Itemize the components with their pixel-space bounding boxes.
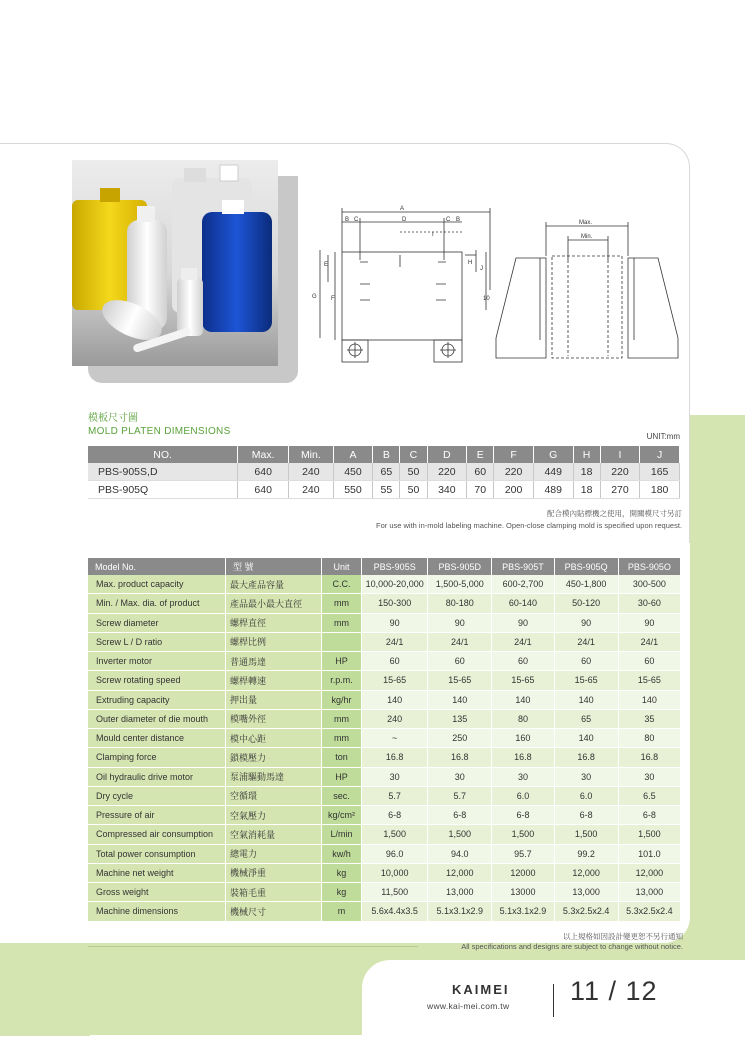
mold-header-cell: Min. xyxy=(289,446,334,463)
spec-value: 6-8 xyxy=(492,806,554,825)
mold-cell: 50 xyxy=(400,481,427,499)
spec-value: 6-8 xyxy=(618,806,680,825)
spec-value: 30 xyxy=(362,767,428,786)
mold-note-zh: 配合模內貼標機之使用，開關模尺寸另訂 xyxy=(547,509,682,518)
spec-value: 5.3x2.5x2.4 xyxy=(618,902,680,921)
mold-table-header xyxy=(88,446,680,463)
spec-value: 24/1 xyxy=(362,632,428,651)
spec-value: 600-2,700 xyxy=(492,575,554,594)
spec-unit: r.p.m. xyxy=(321,671,361,690)
svg-text:I: I xyxy=(432,232,434,238)
spec-unit: mm xyxy=(321,729,361,748)
spec-label-zh: 螺桿比例 xyxy=(225,632,321,651)
mold-header-cell: NO. xyxy=(88,446,238,463)
mold-header-cell: H xyxy=(573,446,600,463)
spec-value: 101.0 xyxy=(618,844,680,863)
spec-table-header xyxy=(88,558,681,575)
mold-cell: 18 xyxy=(573,463,600,481)
spec-value: 6-8 xyxy=(362,806,428,825)
spec-label-en: Mould center distance xyxy=(88,729,225,748)
mold-cell: 180 xyxy=(640,481,680,499)
spec-value: 6.0 xyxy=(554,786,618,805)
spec-value: 24/1 xyxy=(492,632,554,651)
spec-value: 16.8 xyxy=(492,748,554,767)
mold-cell: 200 xyxy=(494,481,534,499)
mold-header-cell: Max. xyxy=(238,446,289,463)
spec-value: 13,000 xyxy=(428,883,492,902)
spec-label-zh: 泵浦驅動馬達 xyxy=(225,767,321,786)
svg-text:B: B xyxy=(345,217,350,223)
spec-table-row xyxy=(88,883,681,902)
spec-table-row xyxy=(88,748,681,767)
spec-unit: mm xyxy=(321,594,361,613)
spec-value: 15-65 xyxy=(618,671,680,690)
mold-header-cell: F xyxy=(494,446,534,463)
spec-unit: sec. xyxy=(321,786,361,805)
svg-text:Max.: Max. xyxy=(579,220,593,226)
mold-table-row xyxy=(88,463,680,481)
mold-header-cell: D xyxy=(427,446,467,463)
mold-dimensions-table xyxy=(88,446,680,499)
spec-unit: kg xyxy=(321,883,361,902)
mold-cell: 55 xyxy=(373,481,400,499)
spec-label-en: Dry cycle xyxy=(88,786,225,805)
spec-value: 15-65 xyxy=(362,671,428,690)
spec-value: ~ xyxy=(362,729,428,748)
spec-value: 160 xyxy=(492,729,554,748)
svg-text:J: J xyxy=(480,266,483,272)
spec-table-row xyxy=(88,632,681,651)
footer-separator xyxy=(553,984,554,1017)
spec-value: 13,000 xyxy=(554,883,618,902)
spec-value: 140 xyxy=(428,690,492,709)
spec-label-en: Extruding capacity xyxy=(88,690,225,709)
svg-text:A: A xyxy=(400,206,405,212)
unit-label: UNIT:mm xyxy=(646,432,680,441)
spec-header-cell: 型 號 xyxy=(225,558,321,575)
spec-label-zh: 押出量 xyxy=(225,690,321,709)
spec-table-row xyxy=(88,844,681,863)
footer-divider xyxy=(88,946,418,947)
spec-value: 140 xyxy=(492,690,554,709)
spec-unit xyxy=(321,632,361,651)
spec-value: 135 xyxy=(428,709,492,728)
spec-value: 60 xyxy=(492,652,554,671)
brand-name: KAIMEI xyxy=(452,982,510,997)
spec-value: 13000 xyxy=(492,883,554,902)
spec-value: 60 xyxy=(554,652,618,671)
svg-text:C: C xyxy=(354,217,359,223)
mold-cell: 240 xyxy=(289,481,334,499)
spec-value: 1,500 xyxy=(428,825,492,844)
spec-value: 80 xyxy=(492,709,554,728)
mold-cell: 60 xyxy=(467,463,494,481)
spec-value: 5.7 xyxy=(428,786,492,805)
spec-table-row xyxy=(88,902,681,921)
spec-value: 250 xyxy=(428,729,492,748)
spec-value: 30 xyxy=(618,767,680,786)
spec-header-cell: PBS-905Q xyxy=(554,558,618,575)
spec-value: 6.5 xyxy=(618,786,680,805)
spec-label-zh: 空氣消耗量 xyxy=(225,825,321,844)
spec-value: 5.6x4.4x3.5 xyxy=(362,902,428,921)
svg-text:B: B xyxy=(456,217,461,223)
spec-value: 80-180 xyxy=(428,594,492,613)
spec-table-row xyxy=(88,652,681,671)
spec-header-cell: PBS-905S xyxy=(362,558,428,575)
mold-cell: 550 xyxy=(333,481,373,499)
spec-value: 16.8 xyxy=(618,748,680,767)
spec-value: 94.0 xyxy=(428,844,492,863)
mold-cell: 640 xyxy=(238,481,289,499)
spec-label-zh: 模中心距 xyxy=(225,729,321,748)
mold-header-cell: G xyxy=(533,446,573,463)
spec-value: 90 xyxy=(362,613,428,632)
spec-unit: C.C. xyxy=(321,575,361,594)
spec-value: 140 xyxy=(362,690,428,709)
spec-unit: kg xyxy=(321,863,361,882)
mold-section-title-en: MOLD PLATEN DIMENSIONS xyxy=(88,426,231,437)
spec-header-cell: PBS-905D xyxy=(428,558,492,575)
spec-value: 1,500 xyxy=(554,825,618,844)
spec-label-zh: 普通馬達 xyxy=(225,652,321,671)
spec-label-zh: 鎖模壓力 xyxy=(225,748,321,767)
spec-label-en: Machine net weight xyxy=(88,863,225,882)
page-numbers: 11 / 12 xyxy=(570,976,658,1006)
spec-header-cell: PBS-905O xyxy=(618,558,680,575)
mold-cell: 50 xyxy=(400,463,427,481)
spec-table-row xyxy=(88,767,681,786)
spec-unit: HP xyxy=(321,652,361,671)
spec-table-row xyxy=(88,786,681,805)
spec-unit: ton xyxy=(321,748,361,767)
spec-value: 5.1x3.1x2.9 xyxy=(492,902,554,921)
spec-value: 12,000 xyxy=(618,863,680,882)
spec-value: 90 xyxy=(492,613,554,632)
spec-label-zh: 機械尺寸 xyxy=(225,902,321,921)
spec-label-zh: 總電力 xyxy=(225,844,321,863)
svg-text:C: C xyxy=(446,217,451,223)
spec-value: 60-140 xyxy=(492,594,554,613)
spec-value: 6.0 xyxy=(492,786,554,805)
spec-value: 140 xyxy=(554,729,618,748)
spec-table xyxy=(88,558,681,922)
spec-value: 12,000 xyxy=(428,863,492,882)
spec-value: 140 xyxy=(554,690,618,709)
spec-unit: m xyxy=(321,902,361,921)
spec-label-en: Clamping force xyxy=(88,748,225,767)
spec-value: 5.7 xyxy=(362,786,428,805)
spec-label-en: Gross weight xyxy=(88,883,225,902)
spec-value: 95.7 xyxy=(492,844,554,863)
spec-value: 1,500 xyxy=(362,825,428,844)
spec-value: 6-8 xyxy=(554,806,618,825)
spec-value: 16.8 xyxy=(554,748,618,767)
spec-unit: L/min xyxy=(321,825,361,844)
spec-value: 15-65 xyxy=(492,671,554,690)
mold-cell: 270 xyxy=(600,481,640,499)
mold-cell: 449 xyxy=(533,463,573,481)
svg-text:D: D xyxy=(402,217,407,223)
spec-unit: kg/cm² xyxy=(321,806,361,825)
spec-table-row xyxy=(88,806,681,825)
spec-table-row xyxy=(88,575,681,594)
mold-cell: 70 xyxy=(467,481,494,499)
product-photo xyxy=(72,160,278,366)
spec-label-en: Compressed air consumption xyxy=(88,825,225,844)
spec-label-en: Pressure of air xyxy=(88,806,225,825)
spec-value: 240 xyxy=(362,709,428,728)
svg-text:G: G xyxy=(312,294,317,300)
mold-cell: 165 xyxy=(640,463,680,481)
spec-table-row xyxy=(88,594,681,613)
spec-table-row xyxy=(88,709,681,728)
spec-unit: kg/hr xyxy=(321,690,361,709)
spec-label-zh: 空循環 xyxy=(225,786,321,805)
svg-text:10: 10 xyxy=(483,296,490,302)
mold-cell: 18 xyxy=(573,481,600,499)
spec-value: 10,000-20,000 xyxy=(362,575,428,594)
spec-value: 90 xyxy=(428,613,492,632)
mold-header-cell: E xyxy=(467,446,494,463)
spec-value: 99.2 xyxy=(554,844,618,863)
svg-text:F: F xyxy=(331,296,335,302)
spec-value: 65 xyxy=(554,709,618,728)
spec-value: 12,000 xyxy=(554,863,618,882)
spec-unit: HP xyxy=(321,767,361,786)
spec-label-zh: 最大產品容量 xyxy=(225,575,321,594)
mold-cell: 489 xyxy=(533,481,573,499)
spec-table-row xyxy=(88,863,681,882)
spec-value: 1,500-5,000 xyxy=(428,575,492,594)
spec-value: 24/1 xyxy=(554,632,618,651)
spec-value: 5.3x2.5x2.4 xyxy=(554,902,618,921)
spec-value: 150-300 xyxy=(362,594,428,613)
spec-value: 15-65 xyxy=(554,671,618,690)
spec-value: 60 xyxy=(618,652,680,671)
spec-value: 24/1 xyxy=(428,632,492,651)
spec-unit: mm xyxy=(321,709,361,728)
spec-value: 90 xyxy=(618,613,680,632)
mold-table-row xyxy=(88,481,680,499)
spec-label-zh: 裝箱毛重 xyxy=(225,883,321,902)
spec-value: 50-120 xyxy=(554,594,618,613)
spec-label-zh: 螺桿轉速 xyxy=(225,671,321,690)
spec-label-en: Screw L / D ratio xyxy=(88,632,225,651)
mold-cell: 340 xyxy=(427,481,467,499)
spec-value: 30 xyxy=(554,767,618,786)
svg-text:H: H xyxy=(468,260,473,266)
svg-text:Min.: Min. xyxy=(581,234,593,240)
spec-value: 30-60 xyxy=(618,594,680,613)
spec-header-cell: Model No. xyxy=(88,558,225,575)
mold-cell: 220 xyxy=(427,463,467,481)
mold-cell: 640 xyxy=(238,463,289,481)
mold-cell: PBS-905S,D xyxy=(88,463,238,481)
spec-value: 5.1x3.1x2.9 xyxy=(428,902,492,921)
mold-header-cell: I xyxy=(600,446,640,463)
spec-table-row xyxy=(88,613,681,632)
spec-value: 6-8 xyxy=(428,806,492,825)
spec-label-en: Total power consumption xyxy=(88,844,225,863)
spec-unit: mm xyxy=(321,613,361,632)
svg-text:E: E xyxy=(324,262,329,268)
spec-label-en: Screw diameter xyxy=(88,613,225,632)
spec-value: 16.8 xyxy=(362,748,428,767)
spec-table-row xyxy=(88,729,681,748)
spec-header-cell: Unit xyxy=(321,558,361,575)
spec-label-en: Machine dimensions xyxy=(88,902,225,921)
spec-label-zh: 產品最小最大直徑 xyxy=(225,594,321,613)
mold-cell: 220 xyxy=(494,463,534,481)
spec-value: 450-1,800 xyxy=(554,575,618,594)
spec-header-cell: PBS-905T xyxy=(492,558,554,575)
spec-label-zh: 空氣壓力 xyxy=(225,806,321,825)
spec-value: 13,000 xyxy=(618,883,680,902)
spec-label-en: Screw rotating speed xyxy=(88,671,225,690)
mold-cell: 220 xyxy=(600,463,640,481)
spec-note-en: All specifications and designs are subject to change without notice. xyxy=(461,942,683,951)
mold-header-cell: B xyxy=(373,446,400,463)
spec-label-en: Max. product capacity xyxy=(88,575,225,594)
mold-cell: 65 xyxy=(373,463,400,481)
spec-value: 11,500 xyxy=(362,883,428,902)
spec-value: 90 xyxy=(554,613,618,632)
spec-value: 80 xyxy=(618,729,680,748)
spec-label-en: Outer diameter of die mouth xyxy=(88,709,225,728)
spec-table-row xyxy=(88,690,681,709)
spec-value: 24/1 xyxy=(618,632,680,651)
spec-value: 60 xyxy=(428,652,492,671)
spec-label-zh: 機械淨重 xyxy=(225,863,321,882)
spec-unit: kw/h xyxy=(321,844,361,863)
mold-section-title-zh: 模板尺寸圖 xyxy=(88,413,138,424)
spec-value: 12000 xyxy=(492,863,554,882)
spec-value: 140 xyxy=(618,690,680,709)
spec-value: 1,500 xyxy=(618,825,680,844)
spec-label-en: Inverter motor xyxy=(88,652,225,671)
mold-cell: PBS-905Q xyxy=(88,481,238,499)
spec-note-zh: 以上規格如因設計變更恕不另行通知 xyxy=(563,932,683,941)
spec-label-en: Min. / Max. dia. of product xyxy=(88,594,225,613)
mold-header-cell: C xyxy=(400,446,427,463)
mold-header-cell: A xyxy=(333,446,373,463)
mold-platen-diagram xyxy=(300,200,690,365)
website-link[interactable]: www.kai-mei.com.tw xyxy=(427,1001,510,1011)
spec-value: 30 xyxy=(428,767,492,786)
spec-value: 10,000 xyxy=(362,863,428,882)
spec-value: 30 xyxy=(492,767,554,786)
spec-value: 96.0 xyxy=(362,844,428,863)
spec-value: 300-500 xyxy=(618,575,680,594)
mold-cell: 450 xyxy=(333,463,373,481)
spec-table-row xyxy=(88,671,681,690)
mold-note-en: For use with in-mold labeling machine. Open-close clamping mold is specified upon request. xyxy=(376,521,682,530)
spec-label-en: Oil hydraulic drive motor xyxy=(88,767,225,786)
spec-value: 1,500 xyxy=(492,825,554,844)
spec-value: 60 xyxy=(362,652,428,671)
spec-table-row xyxy=(88,825,681,844)
bottles-illustration xyxy=(72,160,278,366)
spec-value: 35 xyxy=(618,709,680,728)
spec-value: 15-65 xyxy=(428,671,492,690)
spec-label-zh: 模嘴外徑 xyxy=(225,709,321,728)
spec-value: 16.8 xyxy=(428,748,492,767)
mold-header-cell: J xyxy=(640,446,680,463)
spec-label-zh: 螺桿直徑 xyxy=(225,613,321,632)
mold-cell: 240 xyxy=(289,463,334,481)
